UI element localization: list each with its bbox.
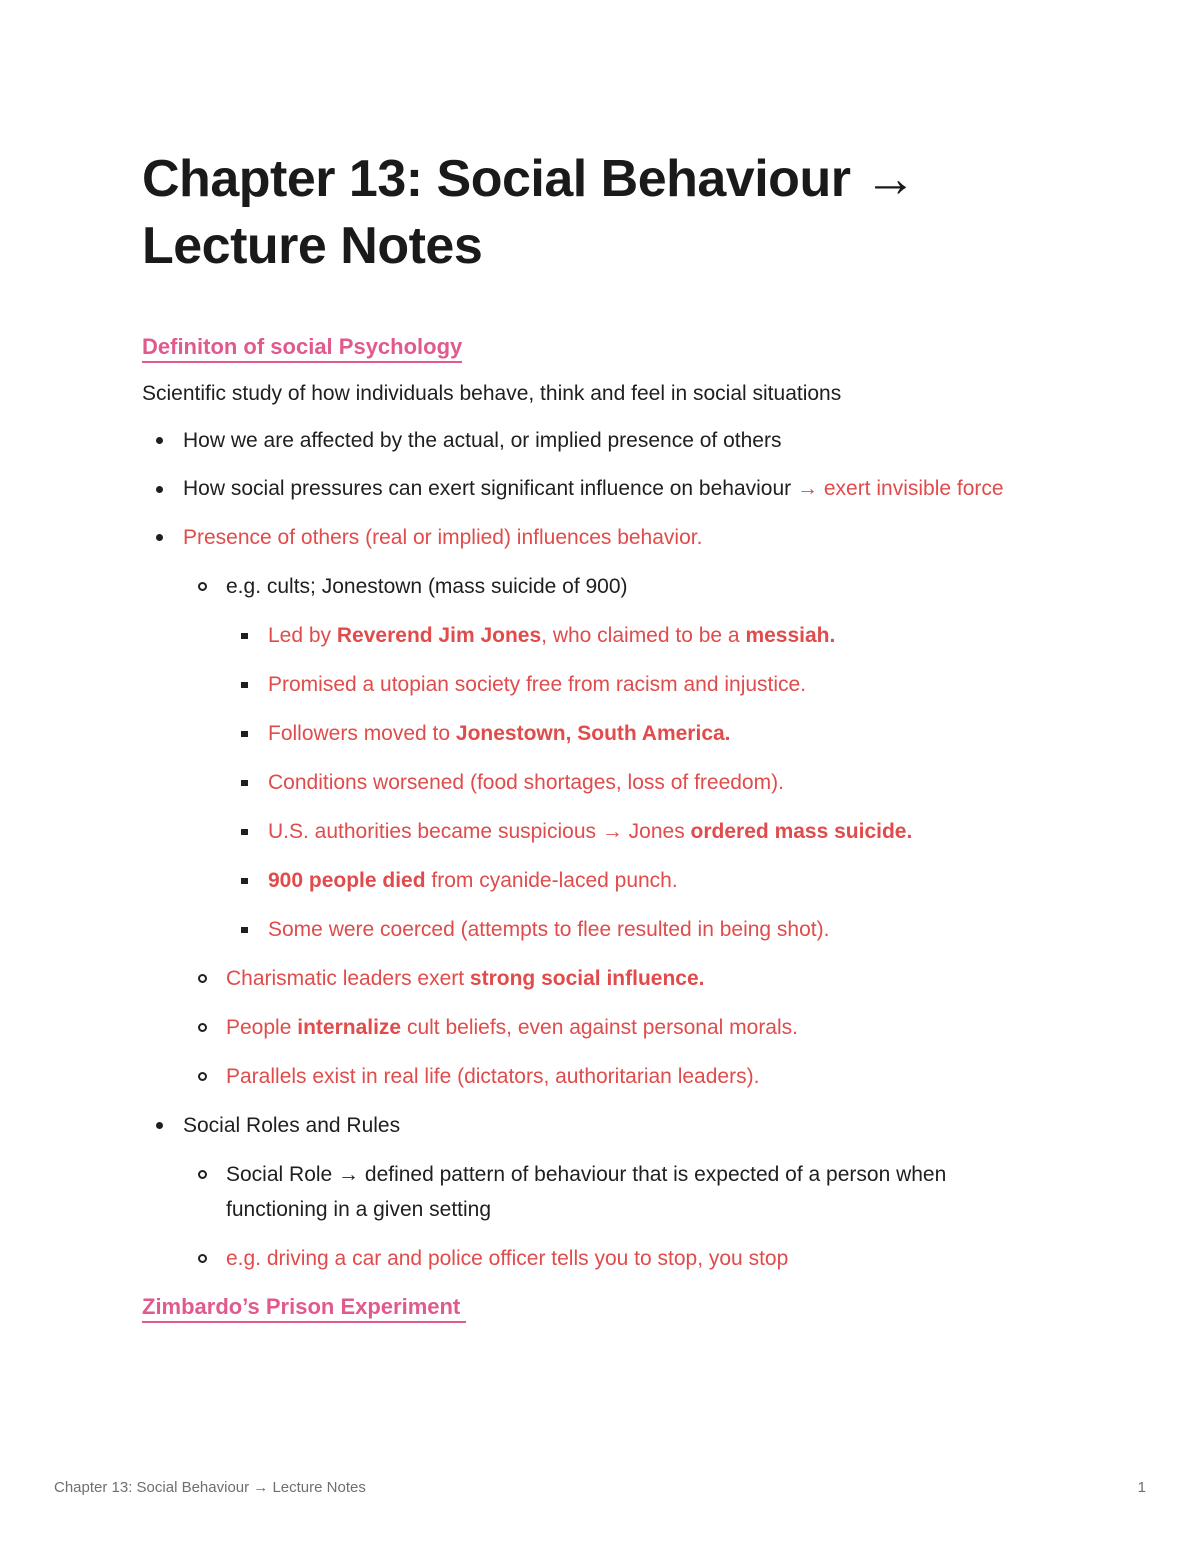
list-item: Followers moved to Jonestown, South America. [226,716,1042,751]
list-item: Conditions worsened (food shortages, loss of freedom). [226,765,1042,800]
list-item: People internalize cult beliefs, even against personal morals. [183,1010,1042,1045]
section-heading-zimbardo[interactable]: Zimbardo’s Prison Experiment [142,1294,466,1323]
list-item: Social Roles and Rules Social Role → defined pattern of behaviour that is expected of a person when functioning in a given setting e.g. driving a car and police officer tells you to stop, you stop [142,1108,1042,1276]
footer-title: Chapter 13: Social Behaviour → Lecture Notes [54,1479,366,1496]
main-bullet-list [142,423,1042,1276]
list-item: Charismatic leaders exert strong social influence. [183,961,1042,996]
sub-sub-list [226,618,1042,947]
definition-text: Scientific study of how individuals behave, think and feel in social situations [142,382,842,405]
list-item: 900 people died from cyanide-laced punch. [226,863,1042,898]
page-number: 1 [1137,1479,1146,1496]
list-item: U.S. authorities became suspicious → Jones ordered mass suicide. [226,814,1042,849]
list-item: How social pressures can exert significant influence on behaviour → exert invisible force [142,472,1042,506]
list-item: Social Role → defined pattern of behaviour that is expected of a person when functioning in a given setting [183,1157,1042,1227]
title-line-1: Chapter 13: Social Behaviour → [142,150,916,208]
sub-list [183,569,1042,1094]
page-title [142,146,1042,280]
list-item: e.g. driving a car and police officer tells you to stop, you stop [183,1241,1042,1276]
title-line-2: Lecture Notes [142,217,483,275]
list-item: Led by Reverend Jim Jones, who claimed to be a messiah. [226,618,1042,653]
list-item: How we are affected by the actual, or implied presence of others [142,423,1042,458]
list-item: Parallels exist in real life (dictators, authoritarian leaders). [183,1059,1042,1094]
document-page [142,146,1042,1323]
list-item: e.g. cults; Jonestown (mass suicide of 900) Led by Reverend Jim Jones, who claimed to be a messiah. Promised a utopian society free from racism and injustice. Followers moved to Jonestown, South America. Conditions worsened (food shortages, loss of freedom). U.S. authorities became suspicious → Jones ordered mass suicide. 900 people died from cyanide-laced punch. Some were coerced (attempts to flee resulted in being shot). [183,569,1042,947]
list-item: Some were coerced (attempts to flee resulted in being shot). [226,912,1042,947]
list-item: Presence of others (real or implied) influences behavior. e.g. cults; Jonestown (mass suicide of 900) Led by Reverend Jim Jones, who claimed to be a messiah. Promised a utopian society free from racism and injustice. Followers moved to Jonestown, South America. Conditions worsened (food shortages, loss of freedom). U.S. authorities became suspicious → Jones ordered mass suicide. 900 people died from cyanide-laced punch. Some were coerced (attempts to flee resulted in being shot). Charismatic leaders exert strong social influence. People internalize cult beliefs, even against personal morals. Parallels exist in real life (dictators, authoritarian leaders). [142,520,1042,1094]
section-heading-social-psychology[interactable]: Definiton of social Psychology [142,334,462,363]
list-item: Promised a utopian society free from racism and injustice. [226,667,1042,702]
sub-list [183,1157,1042,1276]
